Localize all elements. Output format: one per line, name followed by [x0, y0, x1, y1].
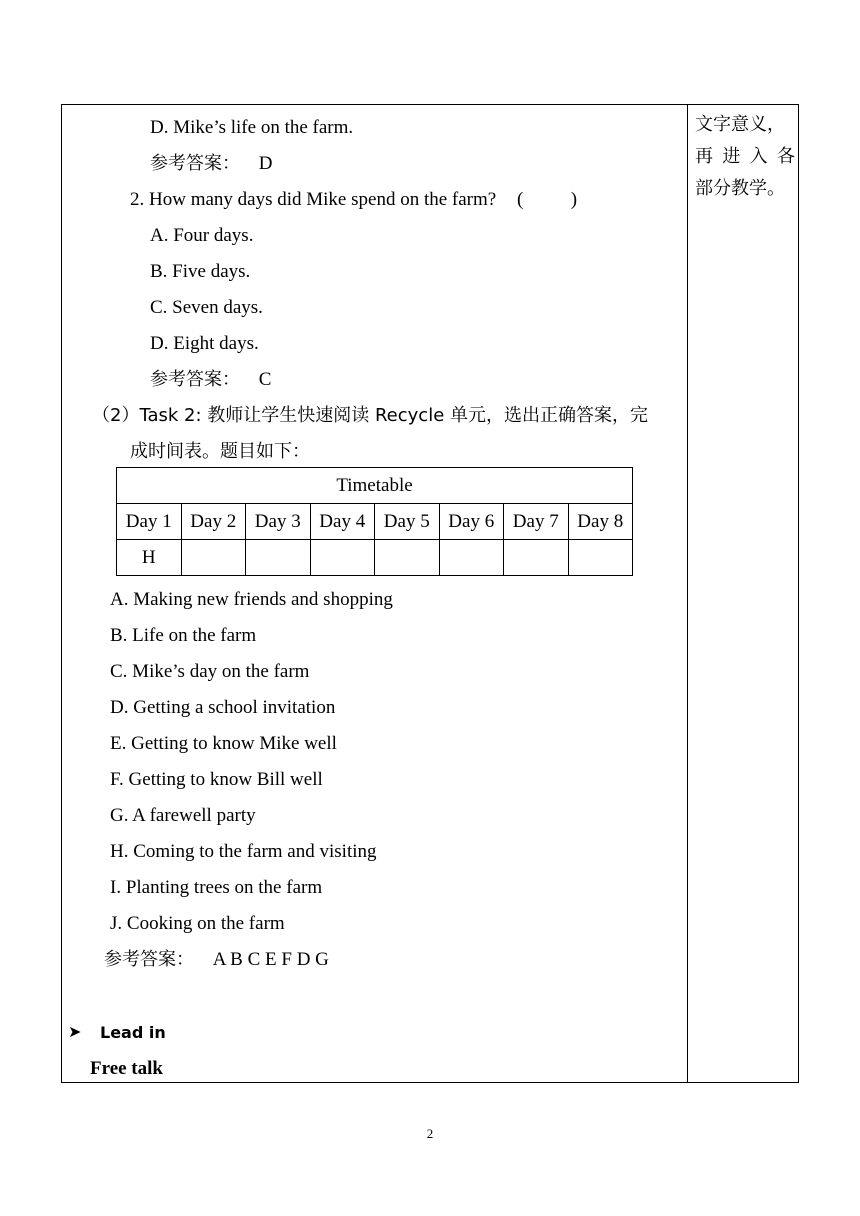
timetable-answer-cell — [504, 540, 569, 576]
q2-question-text: 2. How many days did Mike spend on the farm? — [130, 189, 497, 210]
lead-in-title: Lead in — [100, 1022, 166, 1042]
side-note-char: 进 — [722, 146, 741, 167]
timetable-day: Day 1 — [117, 504, 182, 540]
side-note-line-1: 文字意义， — [695, 114, 785, 135]
timetable-answer-cell — [568, 540, 633, 576]
side-note-line-2 — [695, 141, 795, 173]
answer-label: 参考答案： — [150, 153, 240, 174]
q2-option: B. Five days. — [150, 261, 251, 282]
timetable-day: Day 2 — [181, 504, 246, 540]
task2-instruction — [92, 405, 648, 427]
q2-question — [130, 189, 577, 211]
choice-item: A. Making new friends and shopping — [110, 589, 393, 610]
timetable-day: Day 8 — [568, 504, 633, 540]
choice-item: J. Cooking on the farm — [110, 913, 285, 934]
timetable-title: Timetable — [117, 468, 633, 504]
answer-label: 参考答案： — [150, 369, 240, 390]
timetable-days-row — [117, 504, 633, 540]
choice-item: B. Life on the farm — [110, 625, 257, 646]
side-note-char: 各 — [776, 146, 795, 167]
q2-option: C. Seven days. — [150, 297, 263, 318]
column-divider — [687, 105, 688, 1082]
timetable-day: Day 4 — [310, 504, 375, 540]
timetable-day: Day 7 — [504, 504, 569, 540]
answer-value: C — [258, 369, 272, 390]
task2-instruction-line1: （2）Task 2: 教师让学生快速阅读 Recycle 单元，选出正确答案，完 — [92, 405, 648, 426]
side-note — [695, 109, 795, 205]
free-talk-subheading: Free talk — [90, 1058, 163, 1079]
q1-answer — [150, 153, 272, 175]
q2-option: D. Eight days. — [150, 333, 259, 354]
timetable-answer-cell — [310, 540, 375, 576]
timetable-answer-cell — [181, 540, 246, 576]
answer-value: D — [258, 153, 273, 174]
choice-item: I. Planting trees on the farm — [110, 877, 323, 898]
side-note-char: 入 — [749, 146, 768, 167]
lesson-plan-table — [61, 104, 799, 1083]
q2-answer — [150, 369, 271, 391]
side-note-line-3: 部分教学。 — [695, 178, 785, 199]
timetable-answers-row — [117, 540, 633, 576]
timetable-answer-cell: H — [117, 540, 182, 576]
page-number: 2 — [426, 1126, 434, 1141]
task2-instruction-line2: 成时间表。题目如下： — [130, 441, 310, 462]
answer-label: 参考答案： — [104, 949, 194, 970]
choice-item: E. Getting to know Mike well — [110, 733, 337, 754]
choice-item: G. A farewell party — [110, 805, 256, 826]
choice-item: D. Getting a school invitation — [110, 697, 336, 718]
q1-option-d: D. Mike’s life on the farm. — [150, 117, 354, 138]
lead-in-heading — [68, 1022, 166, 1042]
side-note-char: 再 — [695, 146, 713, 167]
timetable-day: Day 6 — [439, 504, 504, 540]
timetable-day: Day 5 — [375, 504, 440, 540]
choice-item: H. Coming to the farm and visiting — [110, 841, 377, 862]
timetable-answer-cell — [439, 540, 504, 576]
choice-item: F. Getting to know Bill well — [110, 769, 323, 790]
task2-answer — [104, 949, 329, 971]
q2-answer-blank: ( ) — [516, 189, 578, 210]
timetable — [116, 467, 633, 576]
timetable-answer-cell — [375, 540, 440, 576]
arrow-bullet-icon: ➤ — [68, 1024, 82, 1041]
timetable-day: Day 3 — [246, 504, 311, 540]
choice-item: C. Mike’s day on the farm — [110, 661, 310, 682]
answer-value: A B C E F D G — [212, 949, 329, 970]
q2-option: A. Four days. — [150, 225, 254, 246]
timetable-answer-cell — [246, 540, 311, 576]
